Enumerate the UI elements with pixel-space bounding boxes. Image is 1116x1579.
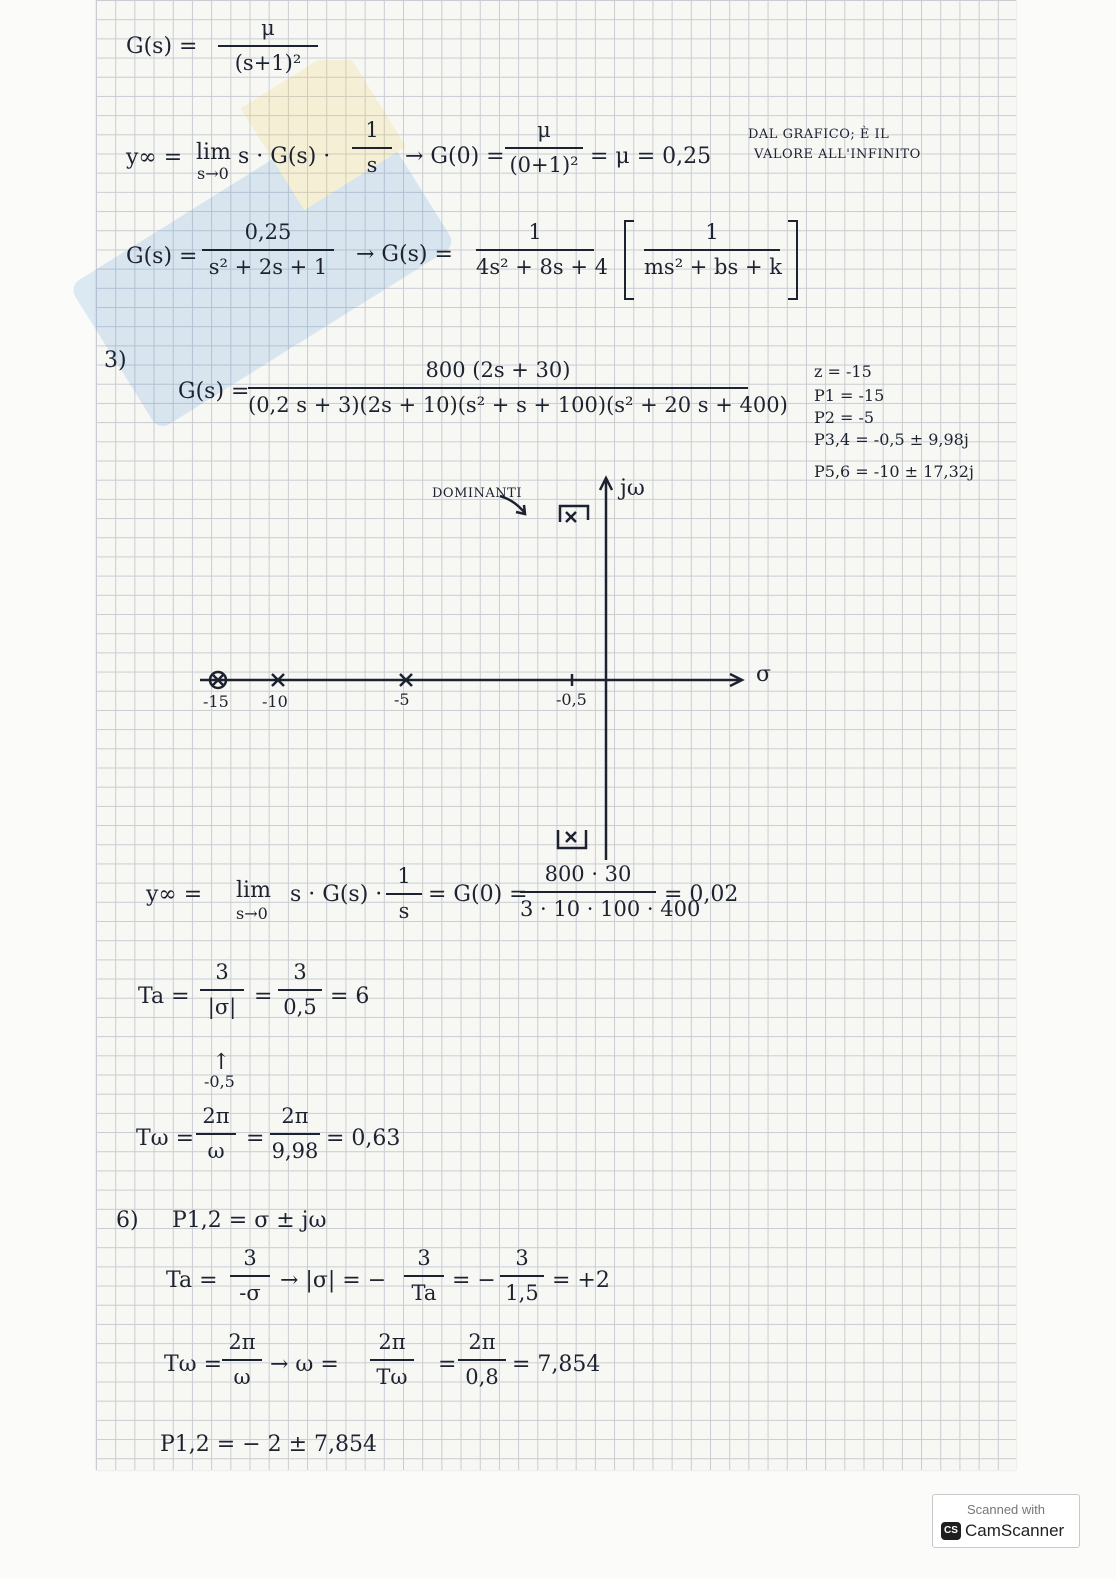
fraction-bar — [404, 1275, 444, 1277]
fraction-bar — [500, 1275, 544, 1277]
frac-den: ms² + bs + k — [644, 255, 782, 279]
g3-lhs: G(s) = — [178, 379, 250, 404]
camscanner-badge — [932, 1494, 1080, 1548]
note-line1: DAL GRAFICO; È IL — [748, 127, 890, 142]
ta-fraction-2 — [278, 962, 322, 1018]
tf-num: 800 (2s + 30) — [425, 358, 571, 382]
yinf2-lhs: y∞ = — [146, 882, 203, 907]
frac-den: ω — [233, 1365, 251, 1389]
frac-den: (0+1)² — [509, 153, 579, 177]
frac-num: 2π — [228, 1330, 256, 1354]
zero-value: z = -15 — [814, 362, 872, 381]
jw-axis-label: jω — [620, 476, 645, 501]
ta6-lhs: Ta = — [166, 1268, 218, 1293]
eq1-num: μ — [261, 16, 275, 40]
section-3-label: 3) — [104, 348, 127, 373]
frac-num: 3 — [417, 1246, 431, 1270]
frac-num: 1 — [528, 220, 542, 244]
fraction-bar — [370, 1359, 414, 1361]
one-over-s-fraction-2 — [386, 866, 422, 922]
frac-num: 3 — [515, 1246, 529, 1270]
frac-den: 3 · 10 · 100 · 400 — [520, 897, 701, 921]
eq1-den: (s+1)² — [234, 51, 302, 75]
ta6-fraction-2 — [404, 1248, 444, 1304]
frac-num: 800 · 30 — [544, 862, 632, 886]
fraction-bar — [222, 1359, 262, 1361]
badge-line1: Scanned with — [966, 1502, 1046, 1517]
tick-label-minus5: -5 — [394, 690, 410, 709]
pole-definition: P1,2 = σ ± jω — [172, 1208, 327, 1233]
poles-5-6: P5,6 = -10 ± 17,32j — [814, 462, 974, 481]
tick-label-minus15: -15 — [203, 692, 229, 711]
lim2-label: lim — [236, 878, 271, 903]
ta-sigma-note: -0,5 — [204, 1072, 235, 1091]
frac-den: 1,5 — [505, 1281, 539, 1305]
fraction-bar — [386, 893, 422, 895]
tw6-mid: = — [438, 1352, 457, 1377]
poles-3-4: P3,4 = -0,5 ± 9,98j — [814, 430, 969, 449]
tf-den: (0,2 s + 3)(2s + 10)(s² + s + 100)(s² + 20 s + 400) — [248, 393, 788, 417]
ta6-fraction-1 — [230, 1248, 270, 1304]
ta-result: = 6 — [330, 984, 370, 1009]
frac-den: ω — [207, 1139, 225, 1163]
fraction-bar — [458, 1359, 506, 1361]
frac-den: 0,8 — [465, 1365, 499, 1389]
section-6-label: 6) — [116, 1208, 139, 1233]
tw6-lhs: Tω = — [164, 1352, 223, 1377]
frac-den: 4s² + 8s + 4 — [476, 255, 608, 279]
note-line2: VALORE ALL'INFINITO — [754, 147, 921, 162]
tw-result: = 0,63 — [326, 1126, 401, 1151]
fraction-bar — [278, 989, 322, 991]
fraction-bar — [200, 989, 244, 991]
tw6-fraction-1 — [222, 1332, 262, 1388]
badge-line2: CamScanner — [965, 1521, 1065, 1540]
frac-num: 1 — [397, 864, 411, 888]
frac-den: |σ| — [207, 995, 237, 1019]
frac-num: 3 — [243, 1246, 257, 1270]
dominant-pole-lower — [558, 830, 586, 848]
frac-den: s — [366, 153, 378, 177]
fraction-bar — [270, 1133, 320, 1135]
tw6-fraction-2 — [370, 1332, 414, 1388]
frac-num: 1 — [365, 118, 379, 142]
tw6-arrow: → ω = — [270, 1352, 339, 1377]
equals: = — [254, 984, 273, 1009]
frac-den: s² + 2s + 1 — [208, 255, 328, 279]
frac-den: 0,5 — [283, 995, 317, 1019]
frac-den: Tω — [376, 1365, 408, 1389]
ta6-mid: = − — [452, 1268, 496, 1293]
tw6-result: = 7,854 — [512, 1352, 601, 1377]
frac-num: 1 — [705, 220, 719, 244]
tick-label-minus10: -10 — [262, 692, 288, 711]
yinf-result: = μ = 0,25 — [590, 144, 712, 169]
yinf-lhs: y∞ = — [126, 145, 183, 170]
equals: = — [246, 1126, 265, 1151]
tw-fraction-2 — [270, 1106, 320, 1162]
frac-num: 2π — [202, 1104, 230, 1128]
sigma-axis-label: σ — [756, 662, 772, 687]
tw-fraction-1 — [196, 1106, 236, 1162]
frac-num: 2π — [378, 1330, 406, 1354]
ta6-arrow: → |σ| = − — [280, 1268, 387, 1293]
frac-num: 2π — [281, 1104, 309, 1128]
eq2-lhs: G(s) = — [126, 244, 198, 269]
frac-num: 0,25 — [244, 220, 292, 244]
frac-den: s — [398, 899, 410, 923]
lim2-sub: s→0 — [236, 904, 268, 923]
yinf2-result: = 0,02 — [664, 882, 739, 907]
frac-num: μ — [537, 118, 551, 142]
yinf-expr: s · G(s) · — [238, 144, 331, 169]
frac-num: 3 — [215, 960, 229, 984]
tw-lhs: Tω = — [136, 1126, 195, 1151]
final-poles: P1,2 = − 2 ± 7,854 — [160, 1432, 378, 1457]
frac-den: 9,98 — [271, 1139, 319, 1163]
dominant-pole-upper — [560, 506, 588, 522]
frac-den: Ta — [411, 1281, 437, 1305]
tw6-fraction-3 — [458, 1332, 506, 1388]
lim-label: lim — [196, 140, 231, 165]
ta6-fraction-3 — [500, 1248, 544, 1304]
tick-label-minus05: -0,5 — [556, 690, 587, 709]
yinf-to: → G(0) = — [405, 144, 505, 169]
eq3-lhs: → G(s) = — [356, 242, 453, 267]
fraction-bar — [520, 891, 656, 893]
pole-1: P1 = -15 — [814, 386, 885, 405]
ta-lhs: Ta = — [138, 984, 190, 1009]
pole-2: P2 = -5 — [814, 408, 875, 427]
frac-num: 3 — [293, 960, 307, 984]
fraction-bar — [230, 1275, 270, 1277]
fraction-bar — [196, 1133, 236, 1135]
ta-fraction-1 — [200, 962, 244, 1018]
frac-num: 2π — [468, 1330, 496, 1354]
yinf2-expr: s · G(s) · — [290, 882, 383, 907]
ta6-result: = +2 — [552, 1268, 610, 1293]
dominanti-label: DOMINANTI — [432, 486, 522, 501]
eq1-lhs: G(s) = — [126, 34, 198, 59]
frac-den: -σ — [239, 1281, 261, 1305]
lim-sub: s→0 — [197, 164, 229, 183]
camscanner-icon: CS — [941, 1522, 961, 1540]
up-arrow: ↑ — [212, 1050, 231, 1075]
yinf2-eq: = G(0) = — [428, 882, 528, 907]
g0-value-fraction — [520, 862, 701, 921]
